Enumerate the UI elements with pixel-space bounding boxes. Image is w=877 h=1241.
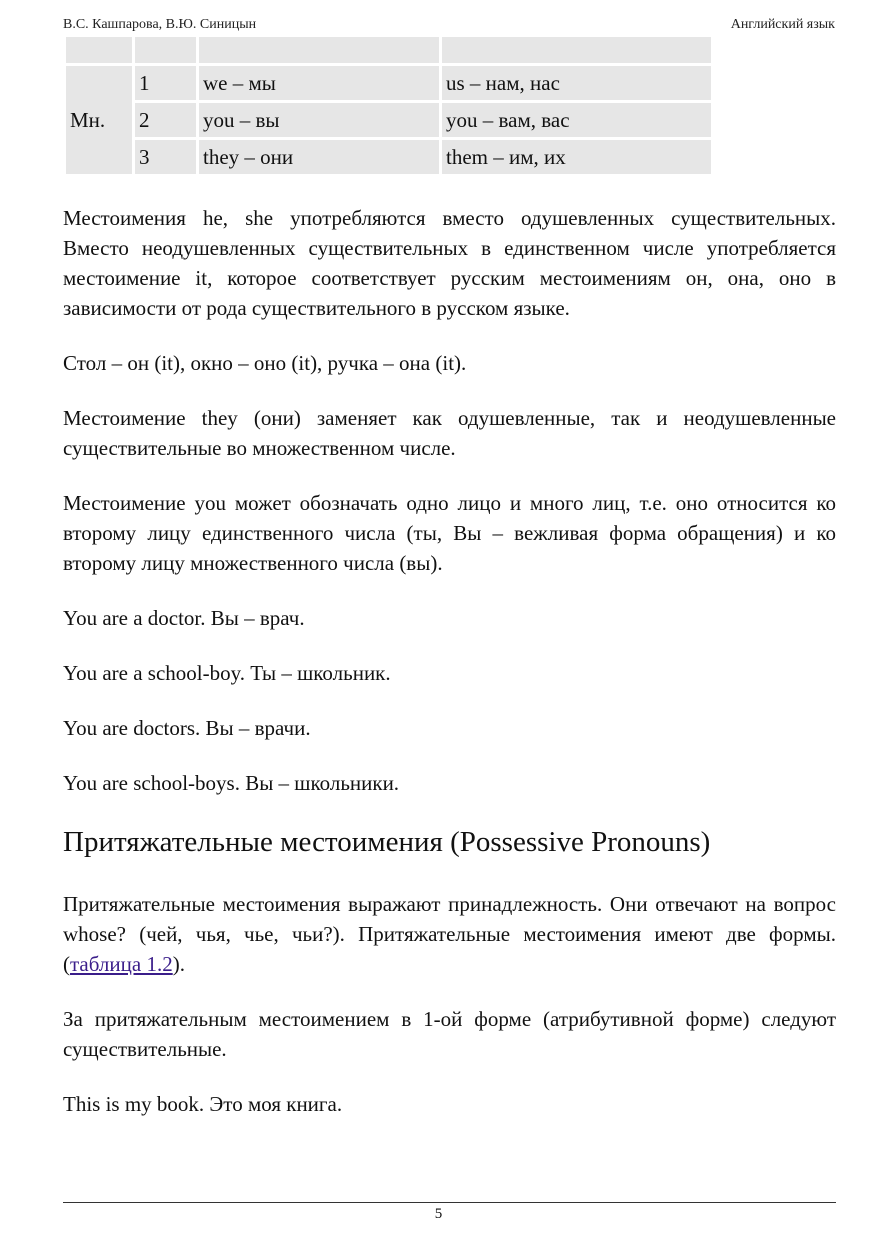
example: Стол – он (it), окно – оно (it), ручка – она (it). (63, 351, 467, 375)
header-subject: Английский язык (730, 17, 835, 32)
table-reference-link[interactable]: таблица 1.2 (70, 952, 173, 976)
example: You are doctors. Вы – врачи. (63, 716, 311, 740)
paragraph: Местоимения he, she употребляются вместо одушевленных существительных. Вместо неодушевленных существительных в единственном числе употребляется местоимение it, которое соответствует русским местоимениям он, она, оно в зависимости от рода существительного в русском языке. (63, 206, 836, 320)
person-number: 3 (135, 140, 196, 174)
subject-pronoun: they – они (199, 140, 439, 174)
paragraph (63, 889, 836, 979)
object-pronoun: you – вам, вас (442, 103, 711, 137)
example: You are school-boys. Вы – школьники. (63, 771, 400, 795)
example: You are a school-boy. Ты – школьник. (63, 661, 391, 685)
subject-pronoun: you – вы (199, 103, 439, 137)
page-number: 5 (434, 1206, 443, 1222)
section-heading: Притяжательные местоимения (Possessive Pronouns) (63, 826, 711, 858)
table-row (66, 103, 711, 137)
paragraph: За притяжательным местоимением в 1-ой форме (атрибутивной форме) следуют существительные. (63, 1007, 836, 1061)
table-row (66, 66, 711, 100)
paragraph-text: ). (172, 952, 185, 976)
paragraph: Местоимение you может обозначать одно лицо и много лиц, т.е. оно относится ко второму лицу единственного числа (ты, Вы – вежливая форма обращения) и ко второму лицу множественного числа (вы). (63, 491, 836, 575)
person-number: 1 (135, 66, 196, 100)
paragraph: Местоимение they (они) заменяет как одушевленные, так и неодушевленные существительные во множественном числе. (63, 406, 836, 460)
subject-pronoun: we – мы (199, 66, 439, 100)
main-content (63, 203, 836, 1144)
paragraph-text: Притяжательные местоимения выражают принадлежность. Они отвечают на вопрос whose? (чей, чья, чье, чьи?). Притяжательные местоимения имеют две формы. ( (63, 892, 836, 976)
table-row (66, 140, 711, 174)
pronoun-table (63, 34, 714, 177)
object-pronoun: them – им, их (442, 140, 711, 174)
table-row (66, 37, 711, 63)
example: You are a doctor. Вы – врач. (63, 606, 305, 630)
header-authors: В.С. Кашпарова, В.Ю. Синицын (63, 17, 257, 32)
footer-divider (63, 1202, 836, 1203)
plural-label: Мн. (66, 66, 132, 174)
object-pronoun: us – нам, нас (442, 66, 711, 100)
example: This is my book. Это моя книга. (63, 1092, 343, 1116)
person-number: 2 (135, 103, 196, 137)
